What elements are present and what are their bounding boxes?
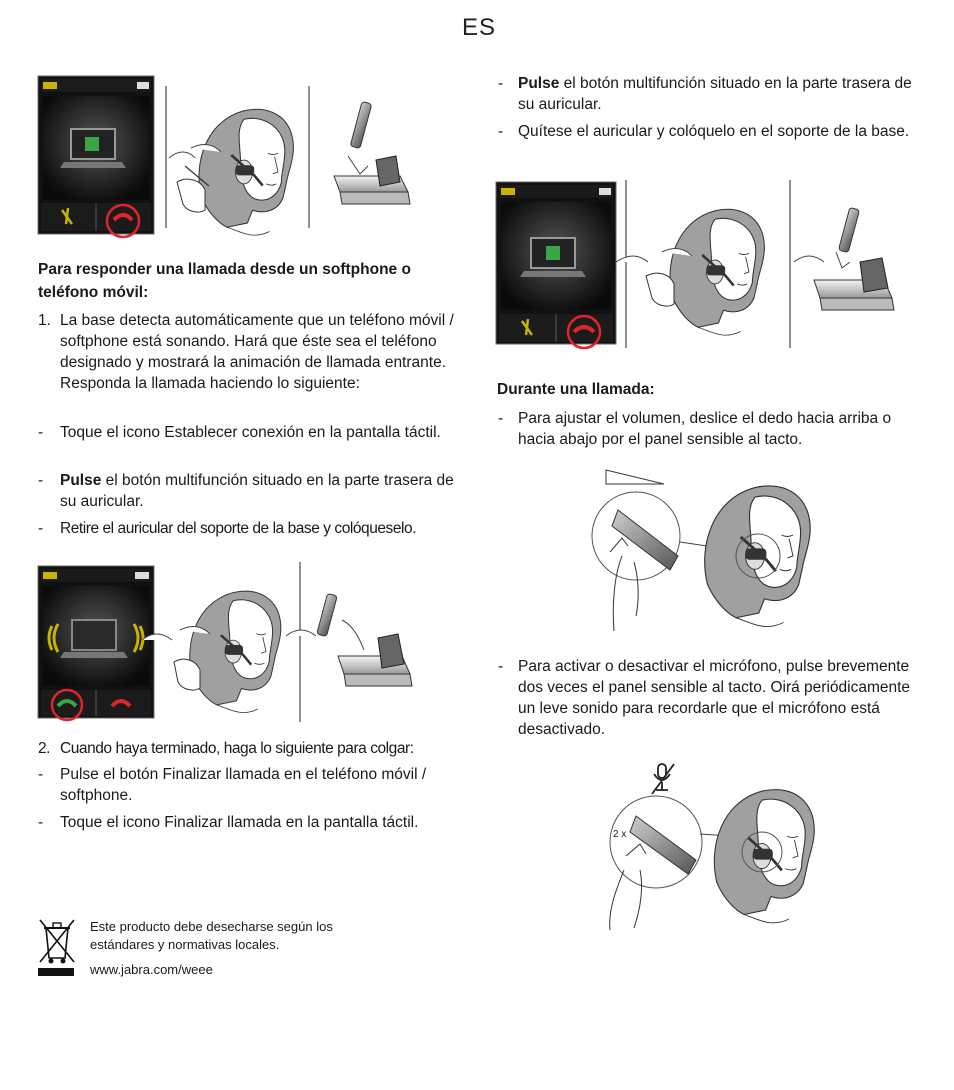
bullet-text: Pulse el botón Finalizar llamada en el teléfono móvil / softphone.: [60, 766, 427, 804]
bullet-text: Toque el icono Finalizar llamada en la pantalla táctil.: [60, 814, 419, 831]
step-1: [38, 310, 458, 415]
language-code: ES: [462, 14, 497, 41]
bullet-dash: -: [38, 766, 44, 783]
right-bullet-press-button: [498, 73, 918, 115]
bullet-dash: -: [498, 410, 504, 427]
volume-ramp-icon: [606, 470, 664, 484]
bullet-text: Toque el icono Establecer conexión en la pantalla táctil.: [60, 424, 441, 441]
bullet-dash: -: [498, 658, 504, 675]
mic-muted-icon: [652, 764, 674, 794]
bullet-text: el botón multifunción situado en la parte trasera de su auricular.: [518, 75, 912, 113]
bullet-bold: Pulse: [518, 75, 560, 92]
bullet-dash: -: [498, 75, 504, 92]
headset-on-head-illustration: [163, 86, 313, 236]
step1-bullet-touch-connect: [38, 422, 458, 464]
step-text: Cuando haya terminado, haga lo siguiente para colgar:: [60, 740, 414, 757]
base-station-illustration: [282, 590, 422, 694]
bullet-text: Para activar o desactivar el micrófono, pulse brevemente dos veces el panel sensible al tacto. Oirá periódicamente un leve sonido para recordarle que el micrófono está desactivado.: [518, 658, 911, 738]
bullet-dash: -: [38, 424, 44, 441]
step-text: La base detecta automáticamente que un teléfono móvil / softphone está sonando. Hará que éste sea el teléfono designado y mostrará la animación de llamada entrante. Responda la llamada haciendo lo siguiente:: [60, 312, 454, 392]
battery-icon: [43, 572, 57, 579]
call-bullet-mute: [498, 656, 918, 740]
right-bullet-remove-headset: [498, 121, 918, 163]
touchscreen-end-call: [496, 182, 616, 344]
bullet-text: Retire el auricular del soporte de la base y colóqueselo.: [60, 520, 417, 537]
speaker-icon: [599, 188, 611, 195]
bullet-text: Quítese el auricular y colóquelo en el soporte de la base.: [518, 123, 910, 140]
mute-double-tap-illustration: [600, 760, 830, 932]
bullet-text: Para ajustar el volumen, deslice el dedo hacia arriba o hacia abajo por el panel sensible al tacto.: [518, 410, 892, 448]
step1-bullet-press-button: [38, 470, 458, 512]
step-number: 1.: [38, 312, 51, 329]
weee-link[interactable]: www.jabra.com/weee: [90, 962, 213, 977]
during-call-title: Durante una llamada:: [497, 381, 655, 398]
bullet-text: el botón multifunción situado en la parte trasera de su auricular.: [60, 472, 454, 510]
speaker-icon: [137, 82, 149, 89]
bullet-bold: Pulse: [60, 472, 102, 489]
step2-bullet-end-touchscreen: [38, 812, 458, 834]
bullet-dash: -: [38, 814, 44, 831]
bullet-dash: -: [38, 520, 43, 537]
step-number: 2.: [38, 740, 51, 757]
volume-swipe-illustration: [594, 466, 834, 636]
touchscreen-incoming-call: [38, 566, 154, 718]
call-bullet-volume: [498, 408, 918, 450]
headset-on-head-illustration: [140, 562, 302, 722]
bullet-dash: -: [38, 472, 44, 489]
double-tap-label: 2 x: [613, 829, 627, 840]
touchscreen-end-call: [38, 76, 154, 234]
weee-bin-icon: [38, 918, 76, 978]
step1-bullet-remove-headset: [38, 518, 458, 540]
disposal-text: Este producto debe desecharse según los estándares y normativas locales.: [90, 919, 333, 952]
step-2: [38, 738, 458, 760]
base-station-illustration: [804, 206, 904, 324]
battery-icon: [501, 188, 515, 195]
bullet-dash: -: [498, 123, 504, 140]
step2-bullet-end-phone: [38, 764, 458, 806]
battery-icon: [43, 82, 57, 89]
headset-on-head-illustration: [624, 180, 794, 350]
answer-section-title: Para responder una llamada desde un softphone o teléfono móvil:: [38, 261, 411, 301]
base-station-illustration: [330, 96, 420, 212]
